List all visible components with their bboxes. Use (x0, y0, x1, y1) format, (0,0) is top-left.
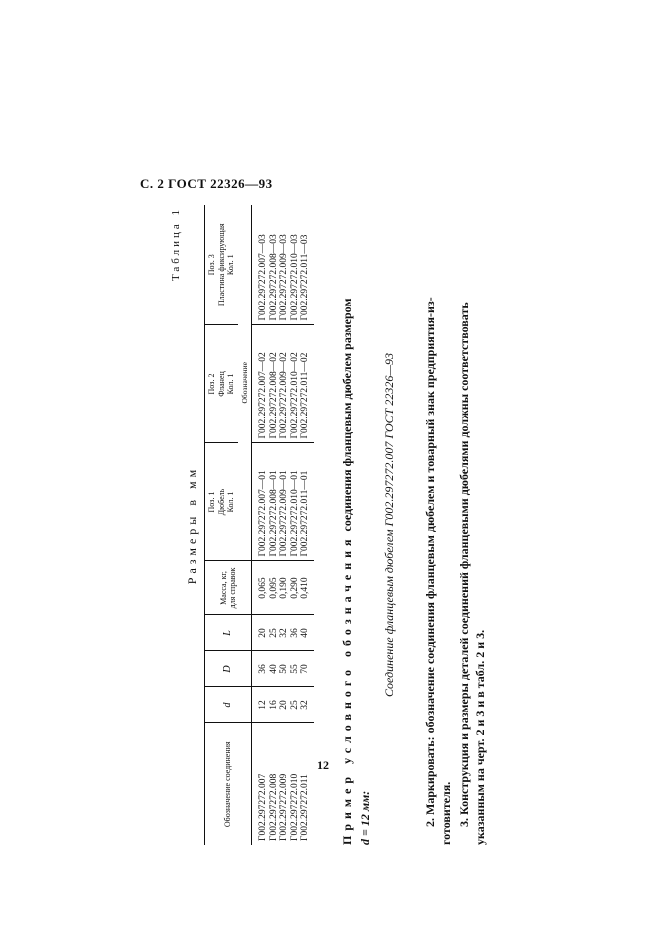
header-pos1-line2: Дюбель (216, 488, 226, 516)
header-pos3-line1: Поз. 3 (207, 254, 216, 276)
note-3 (456, 205, 488, 845)
table-row (300, 205, 314, 845)
cell-L: 36 (290, 615, 301, 651)
page-number: 12 (317, 758, 329, 772)
example-line2: d = 12 мм: (358, 790, 372, 845)
spec-table (204, 205, 314, 845)
cell-D: 36 (252, 651, 269, 687)
example-rest: соединения фланцевым дюбелем размером (340, 298, 354, 532)
header-pos1-line1: Поз. 1 (207, 491, 216, 513)
rotated-content (170, 205, 500, 845)
cell-connection: Г002.297272.008 (268, 773, 279, 841)
cell-mass: 0,290 (290, 561, 301, 615)
cell-mass: 0,410 (300, 561, 314, 615)
page-header: С. 2 ГОСТ 22326—93 (140, 176, 273, 191)
header-d: d (205, 687, 252, 723)
header-pos2-line3: Кол. 1 (226, 373, 235, 395)
header-L: L (205, 615, 252, 651)
header-pos3-line3: Кол. 1 (226, 254, 235, 276)
note-2 (422, 205, 454, 845)
header-pos1 (205, 443, 238, 561)
table-caption: Таблица 1 (170, 207, 182, 282)
note-2-line1: 2. Маркировать: обозначение соединения фланцевым дюбелем и товарный знак предприятия-из- (423, 297, 437, 827)
note-3-line2: указанным на черт. 2 и 3 и в табл. 2 и 3. (473, 629, 487, 845)
cell-pos1: Г002.297272.008—01 (269, 443, 280, 561)
cell-pos1: Г002.297272.010—01 (290, 443, 301, 561)
cell-d: 20 (279, 687, 290, 723)
cell-d: 16 (269, 687, 280, 723)
note-2-line2: готовителя. (439, 781, 453, 845)
cell-D: 50 (279, 651, 290, 687)
header-mass: Масса, кг, для справок (205, 561, 252, 615)
cell-L: 32 (279, 615, 290, 651)
header-pos2-line2: Фланец (216, 371, 226, 397)
header-D: D (205, 651, 252, 687)
table-row (252, 205, 269, 845)
cell-pos1: Г002.297272.009—01 (279, 443, 290, 561)
header-pos3 (205, 205, 238, 325)
note-3-line1: 3. Конструкция и размеры деталей соединений фланцевыми дюбелями должны соответствовать (457, 302, 471, 827)
cell-pos2: Г002.297272.009—02 (279, 325, 290, 443)
cell-pos1: Г002.297272.011—01 (300, 443, 314, 561)
cell-pos3: Г002.297272.011—03 (300, 205, 314, 325)
dimensions-caption: Размеры в мм (185, 465, 199, 585)
cell-pos3: Г002.297272.010—03 (290, 205, 301, 325)
cell-d: 25 (290, 687, 301, 723)
cell-L: 20 (252, 615, 269, 651)
cell-pos2: Г002.297272.011—02 (300, 325, 314, 443)
cell-pos3: Г002.297272.007—03 (252, 205, 269, 325)
cell-L: 40 (300, 615, 314, 651)
cell-pos1: Г002.297272.007—01 (252, 443, 269, 561)
cell-d: 12 (252, 687, 269, 723)
table-row (279, 205, 290, 845)
cell-pos2: Г002.297272.010—02 (290, 325, 301, 443)
cell-pos2: Г002.297272.008—02 (269, 325, 280, 443)
header-designation: Обозначение (238, 205, 252, 561)
cell-pos3: Г002.297272.009—03 (279, 205, 290, 325)
cell-pos3: Г002.297272.008—03 (269, 205, 280, 325)
cell-pos2: Г002.297272.007—02 (252, 325, 269, 443)
header-pos1-line3: Кол. 1 (226, 491, 235, 513)
cell-mass: 0,095 (269, 561, 280, 615)
cell-d: 32 (300, 687, 314, 723)
cell-connection: Г002.297272.009 (279, 773, 289, 841)
example-paragraph (338, 205, 374, 845)
cell-connection: Г002.297272.007 (258, 773, 268, 841)
cell-D: 55 (290, 651, 301, 687)
header-pos2-line1: Поз. 2 (207, 373, 216, 395)
cell-mass: 0,065 (252, 561, 269, 615)
cell-mass: 0,190 (279, 561, 290, 615)
example-formula: Соединение фланцевым дюбелем Г002.297272.007 ГОСТ 22326—93 (382, 352, 396, 698)
table-row (269, 205, 280, 845)
cell-D: 40 (269, 651, 280, 687)
cell-D: 70 (300, 651, 314, 687)
header-pos2 (205, 325, 238, 443)
cell-connection: Г002.297272.010 (289, 773, 300, 841)
header-connection: Обозначение соединения (205, 723, 252, 845)
example-lead: Пример условного обозначения (340, 534, 354, 845)
header-pos3-line2: Пластина фиксирующая (216, 223, 226, 307)
cell-connection: Г002.297272.011 (300, 774, 310, 841)
cell-L: 25 (269, 615, 280, 651)
table-row (290, 205, 301, 845)
